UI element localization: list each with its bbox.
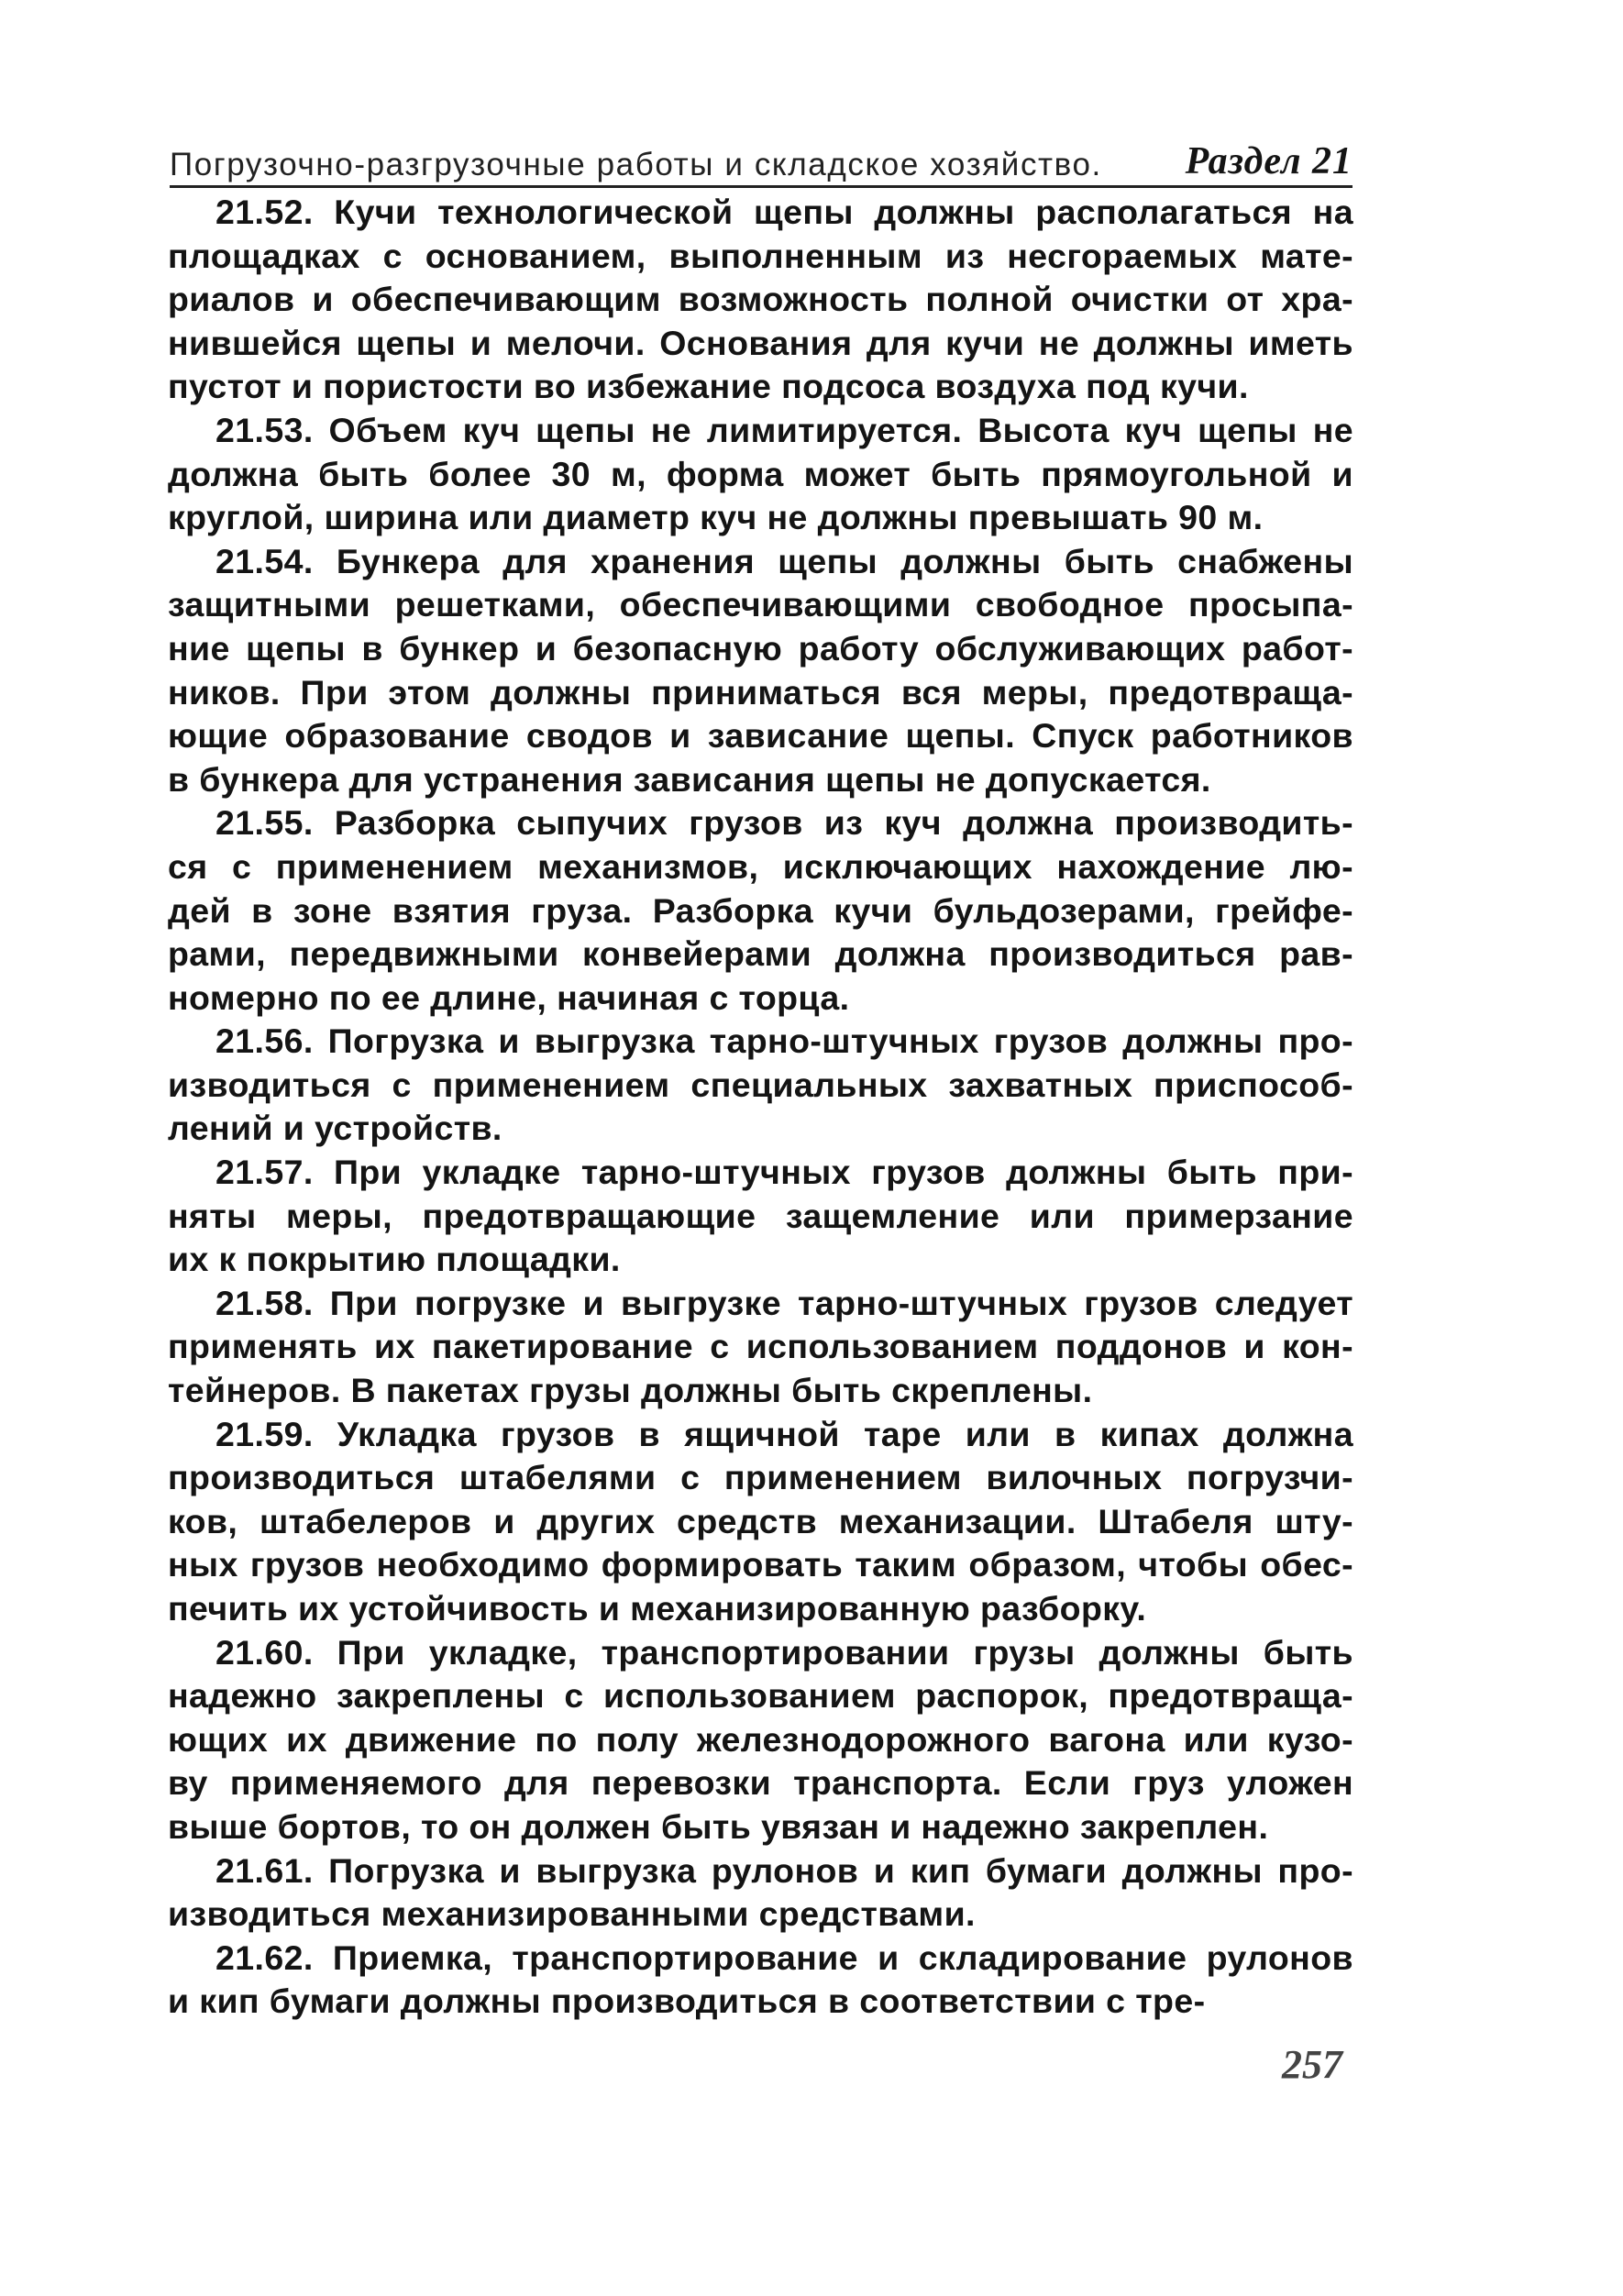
paragraph <box>168 1937 1353 2024</box>
text-line: няты меры, предотвращающие защемление или примерзание <box>168 1196 1353 1235</box>
text-line: пустот и пористости во избежание подсоса воздуха под кучи. <box>168 367 1249 406</box>
running-header <box>170 127 1352 183</box>
paragraph <box>168 1631 1353 1849</box>
text-line: 21.62. Приемка, транспортирование и складирование рулонов <box>215 1937 1353 1977</box>
paragraph <box>168 191 1353 409</box>
text-line: рами, передвижными конвейерами должна производиться рав- <box>168 934 1353 974</box>
text-line: нившейся щепы и мелочи. Основания для кучи не должны иметь <box>168 323 1353 362</box>
text-line: выше бортов, то он должен быть увязан и надежно закреплен. <box>168 1806 1269 1846</box>
text-line: ние щепы в бункер и безопасную работу обслуживающих работ- <box>168 628 1353 668</box>
text-line: 21.59. Укладка грузов в ящичной таре или в кипах должна <box>215 1414 1353 1453</box>
text-line: ников. При этом должны приниматься вся меры, предотвраща- <box>168 672 1353 712</box>
paragraph <box>168 1849 1353 1937</box>
text-line: ву применяемого для перевозки транспорта. Если груз уложен <box>168 1763 1353 1803</box>
text-line: 21.61. Погрузка и выгрузка рулонов и кип бумаги должны про- <box>215 1850 1353 1890</box>
paragraph <box>168 540 1353 802</box>
text-line: площадках с основанием, выполненным из несгораемых мате- <box>168 236 1353 275</box>
paragraph <box>168 1282 1353 1413</box>
running-title: Погрузочно-разгрузочные работы и складское хозяйство. <box>170 147 1102 182</box>
text-line: ся с применением механизмов, исключающих нахождение лю- <box>168 846 1353 886</box>
text-line: печить их устойчивость и механизированную разборку. <box>168 1589 1147 1628</box>
text-line: защитными решетками, обеспечивающими свободное просыпа- <box>168 585 1353 624</box>
text-line: производиться штабелями с применением вилочных погрузчи- <box>168 1458 1353 1497</box>
text-line: тейнеров. В пакетах грузы должны быть скреплены. <box>168 1371 1093 1410</box>
text-line: изводиться механизированными средствами. <box>168 1894 976 1934</box>
header-rule <box>170 185 1352 188</box>
text-line: их к покрытию площадки. <box>168 1240 621 1279</box>
text-line: надежно закреплены с использованием распорок, предотвраща- <box>168 1676 1353 1716</box>
text-line: ков, штабелеров и других средств механизации. Штабеля шту- <box>168 1501 1353 1540</box>
text-line: 21.55. Разборка сыпучих грузов из куч должна производить- <box>215 803 1353 843</box>
text-line: 21.58. При погрузке и выгрузке тарно-штучных грузов следует <box>215 1283 1353 1322</box>
text-line: лений и устройств. <box>168 1109 502 1148</box>
text-line: ющих их движение по полу железнодорожного вагона или кузо- <box>168 1719 1353 1759</box>
section-label: Раздел 21 <box>1185 140 1352 182</box>
text-line: в бункера для устранения зависания щепы не допускается. <box>168 759 1211 799</box>
text-line: дей в зоне взятия груза. Разборка кучи бульдозерами, грейфе- <box>168 890 1353 930</box>
text-line: номерно по ее длине, начиная с торца. <box>168 977 850 1017</box>
paragraph <box>168 1020 1353 1151</box>
text-line: должна быть более 30 м, форма может быть прямоугольной и <box>168 454 1353 493</box>
text-line: риалов и обеспечивающим возможность полной очистки от хра- <box>168 280 1353 319</box>
paragraph <box>168 1151 1353 1282</box>
text-line: применять их пакетирование с использованием поддонов и кон- <box>168 1327 1353 1366</box>
text-line: ющие образование сводов и зависание щепы. Спуск работников <box>168 716 1353 756</box>
text-line: ных грузов необходимо формировать таким образом, чтобы обес- <box>168 1545 1353 1584</box>
text-line: изводиться с применением специальных захватных приспособ- <box>168 1065 1353 1104</box>
paragraph <box>168 801 1353 1020</box>
paragraph <box>168 1413 1353 1631</box>
text-line: 21.52. Кучи технологической щепы должны располагаться на <box>215 193 1353 231</box>
text-line: 21.56. Погрузка и выгрузка тарно-штучных грузов должны про- <box>215 1021 1353 1061</box>
text-line: круглой, ширина или диаметр куч не должны превышать 90 м. <box>168 498 1264 537</box>
body-text <box>168 191 1353 2024</box>
paragraph <box>168 409 1353 540</box>
text-line: 21.57. При укладке тарно-штучных грузов должны быть при- <box>215 1153 1353 1192</box>
text-line: и кип бумаги должны производиться в соответствии с тре- <box>168 1981 1206 2021</box>
text-line: 21.54. Бункера для хранения щепы должны быть снабжены <box>215 541 1353 580</box>
text-line: 21.53. Объем куч щепы не лимитируется. Высота куч щепы не <box>215 410 1353 449</box>
text-line: 21.60. При укладке, транспортировании грузы должны быть <box>215 1632 1353 1672</box>
page-number: 257 <box>1282 2042 1342 2087</box>
